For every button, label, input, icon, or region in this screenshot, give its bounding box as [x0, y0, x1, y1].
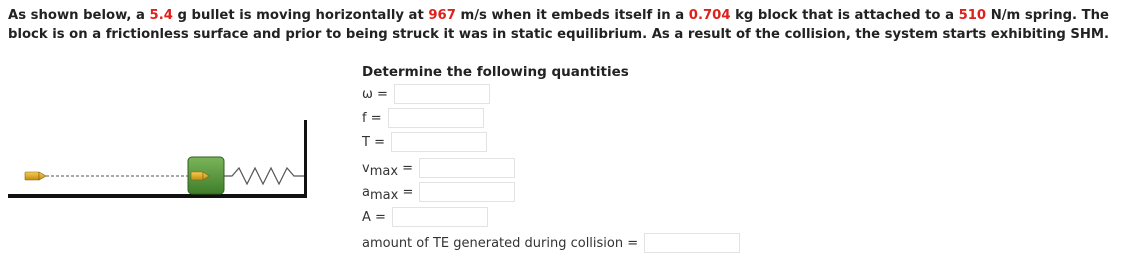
period-label: T =: [362, 134, 385, 150]
period-input[interactable]: [391, 132, 487, 152]
omega-row: [362, 84, 490, 104]
bullet-icon: [25, 172, 46, 180]
vmax-row: [362, 158, 515, 178]
problem-text-3: m/s when it embeds itself in a: [455, 8, 689, 23]
problem-text-1: As shown below, a: [8, 8, 150, 23]
amplitude-input[interactable]: [392, 207, 488, 227]
omega-input[interactable]: [394, 84, 490, 104]
spring: [224, 168, 304, 184]
problem-statement: [8, 6, 1144, 44]
thermal-energy-input[interactable]: [644, 233, 740, 253]
vmax-subscript: max: [369, 163, 399, 179]
amplitude-row: [362, 207, 488, 227]
spring-constant-value: 510: [958, 8, 987, 23]
amax-input[interactable]: [419, 182, 515, 202]
amax-row: [362, 182, 515, 202]
amax-label: [362, 184, 414, 203]
bullet-mass-value: 5.4: [149, 8, 173, 23]
frequency-input[interactable]: [388, 108, 484, 128]
answer-form: [362, 64, 639, 251]
problem-text-5: N/m spring. The block is on a frictionless surface and prior to being struck it was in static equilibrium. As a result of the collision, the system starts exhibiting SHM.: [8, 8, 1110, 42]
amax-equals: =: [402, 184, 414, 200]
form-heading: Determine the following quantities: [362, 64, 629, 80]
wall: [304, 120, 307, 198]
vmax-symbol: v: [362, 160, 370, 176]
physics-diagram: [8, 118, 310, 202]
floor: [8, 194, 306, 198]
omega-label: ω =: [362, 86, 388, 102]
amplitude-label: A =: [362, 209, 386, 225]
problem-text-4: kg block that is attached to a: [730, 8, 959, 23]
amax-subscript: max: [369, 187, 399, 203]
frequency-label: f =: [362, 110, 382, 126]
thermal-energy-label: amount of TE generated during collision =: [362, 235, 639, 251]
vmax-label: [362, 160, 414, 179]
vmax-input[interactable]: [419, 158, 515, 178]
thermal-energy-row: [362, 233, 740, 253]
vmax-equals: =: [402, 160, 414, 176]
problem-text-2: g bullet is moving horizontally at: [172, 8, 429, 23]
amax-symbol: a: [362, 184, 370, 200]
frequency-row: [362, 108, 484, 128]
period-row: [362, 132, 487, 152]
block-mass-value: 0.704: [688, 8, 731, 23]
bullet-speed-value: 967: [428, 8, 456, 23]
